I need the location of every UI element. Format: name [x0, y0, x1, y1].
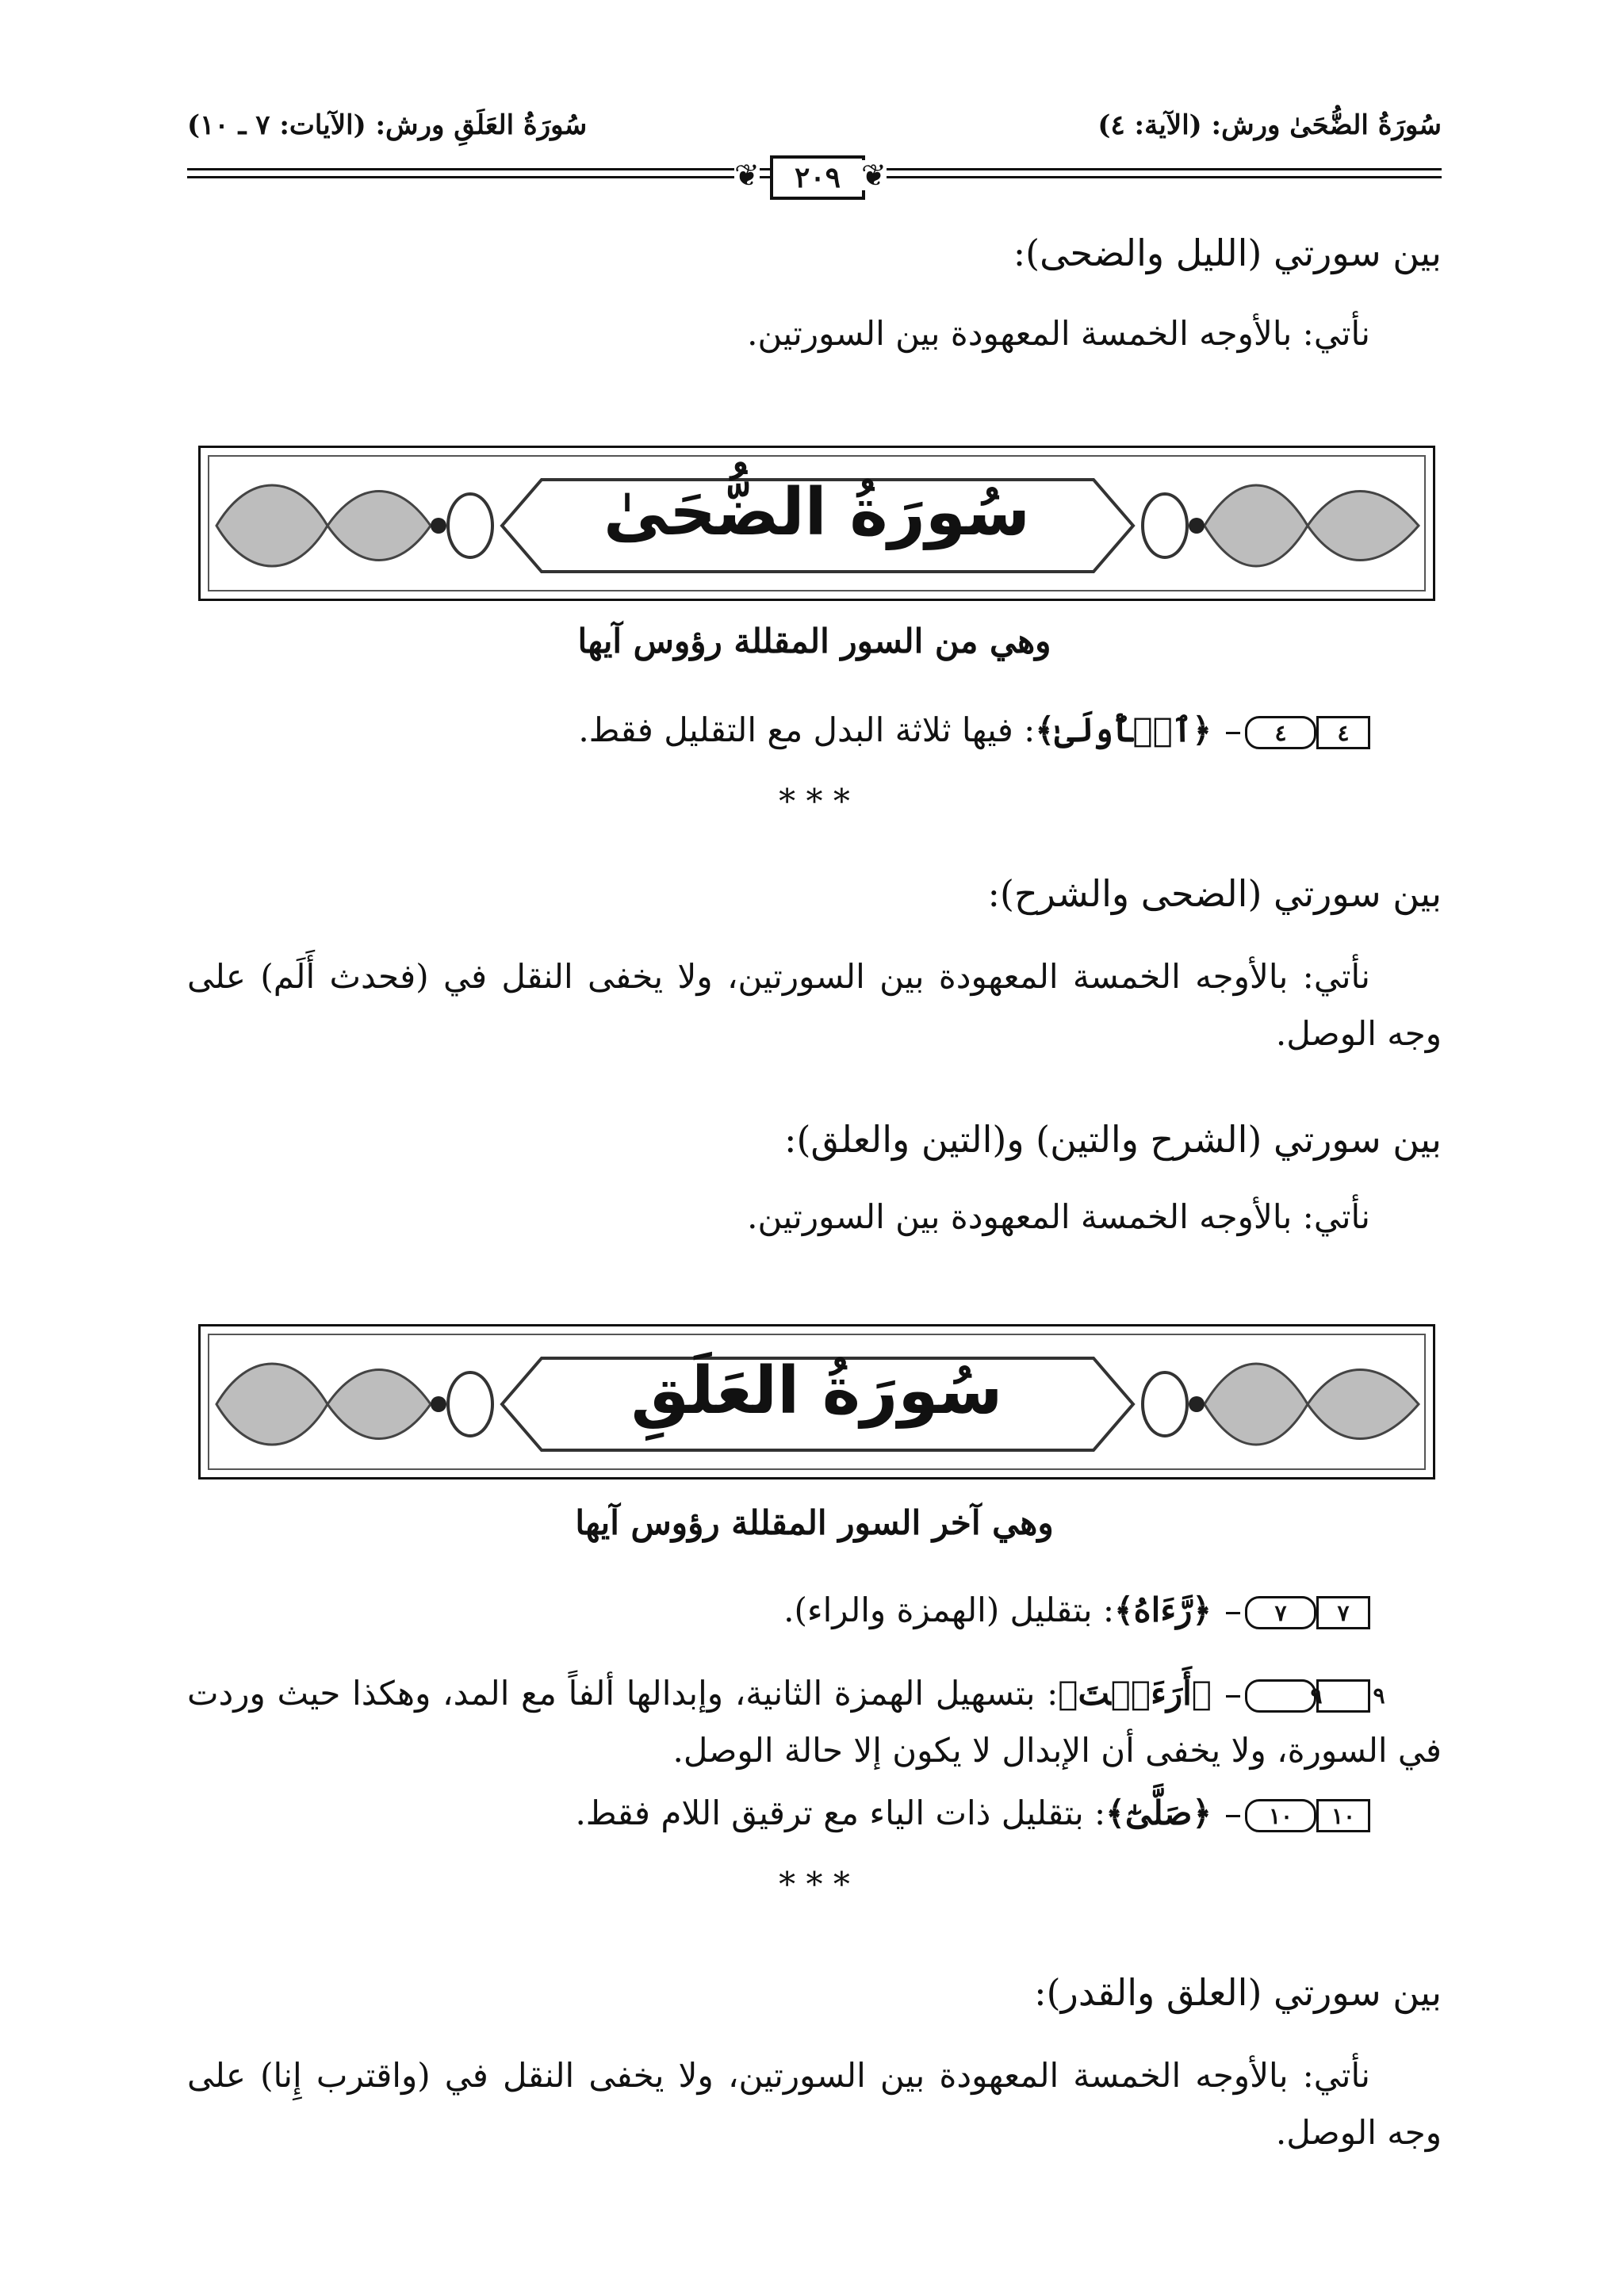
quran-word: ﴿ٱلۡأُولَىٰ﴾: [1035, 710, 1212, 749]
header-right-text: سُورَةُ الضُّحَىٰ ورش: (الآية: ٤): [1097, 109, 1442, 141]
quran-word: ﴿صَلَّىٰٓ﴾: [1105, 1793, 1212, 1832]
header-left-text: سُورَةُ العَلَقِ ورش: (الآيات: ٧ ـ ١٠): [187, 109, 588, 141]
verse-note-text: : بتقليل ذات الياء مع ترقيق اللام فقط.: [575, 1793, 1106, 1832]
surah-title: سُورَةُ الضُّحَىٰ: [603, 475, 1030, 550]
surah-subtitle: وهي من السور المقللة رؤوس آيها: [577, 622, 1051, 660]
page-header: [187, 95, 1442, 194]
verse-marker: [1223, 716, 1370, 749]
verse-note: [187, 1591, 1442, 1629]
verse-number-box: ٩: [1316, 1679, 1370, 1713]
verse-number-oval: ١٠: [1245, 1799, 1316, 1832]
section-text: نأتي: بالأوجه الخمسة المعهودة بين السورتين، ولا يخفى النقل في (واقترب إِنا) على وجه الوصل.: [187, 2056, 1442, 2152]
verse-marker: [1223, 1679, 1385, 1713]
verse-marker: [1223, 1799, 1370, 1832]
verse-marker: [1223, 1596, 1370, 1629]
verse-note-text: : بتقليل (الهمزة والراء).: [783, 1591, 1115, 1629]
surah-subtitle: وهي آخر السور المقللة رؤوس آيها: [575, 1503, 1054, 1542]
verse-number-box: ٤: [1316, 716, 1370, 749]
marker-tail-icon: [1226, 1815, 1240, 1817]
separator-stars: * * *: [779, 1865, 850, 1904]
section-text: نأتي: بالأوجه الخمسة المعهودة بين السورتين، ولا يخفى النقل في (فحدث أَلَم) على وجه الوصل.: [187, 957, 1442, 1053]
section-heading: بين سورتي (الليل والضحى):: [1013, 232, 1442, 274]
ornament-icon: ❦: [861, 158, 887, 193]
verse-number-oval: ٧: [1245, 1596, 1316, 1629]
verse-note: [187, 710, 1442, 749]
quran-word: ﴿رَّءَاهُ﴾: [1114, 1591, 1212, 1629]
verse-number-oval: ٤: [1245, 716, 1316, 749]
section-heading: بين سورتي (الضحى والشرح):: [987, 872, 1442, 915]
separator-stars: * * *: [779, 782, 850, 821]
marker-tail-icon: [1226, 732, 1240, 734]
ornament-icon: ❦: [734, 158, 760, 193]
verse-note-text: : فيها ثلاثة البدل مع التقليل فقط.: [578, 710, 1036, 749]
section-heading: بين سورتي (الشرح والتين) و(التين والعلق):: [783, 1118, 1442, 1161]
page-number: ٢٠٩: [770, 155, 865, 200]
verse-note: [187, 1665, 1442, 1779]
marker-tail-icon: [1226, 1612, 1240, 1614]
surah-banner: [198, 446, 1435, 601]
section-text: نأتي: بالأوجه الخمسة المعهودة بين السورتين.: [747, 314, 1370, 353]
surah-title: سُورَةُ العَلَقِ: [630, 1353, 1003, 1429]
verse-note: [187, 1793, 1442, 1832]
surah-banner: [198, 1324, 1435, 1480]
quran-word: ﴿أَرَءَيۡتَ﴾: [1058, 1674, 1212, 1713]
section-text: نأتي: بالأوجه الخمسة المعهودة بين السورتين.: [747, 1197, 1370, 1236]
marker-tail-icon: [1226, 1695, 1240, 1698]
verse-number-box: ١٠: [1316, 1799, 1370, 1832]
verse-note-text: : بتسهيل الهمزة الثانية، وإبدالها ألفاً مع المد، وهكذا حيث وردت في السورة، ولا يخفى أن الإبدال لا يكون إلا حالة الوصل.: [187, 1674, 1442, 1770]
verse-number-box: ٧: [1316, 1596, 1370, 1629]
section-heading: بين سورتي (العلق والقدر):: [1034, 1971, 1442, 2014]
verse-number-oval: ٩: [1245, 1679, 1316, 1713]
